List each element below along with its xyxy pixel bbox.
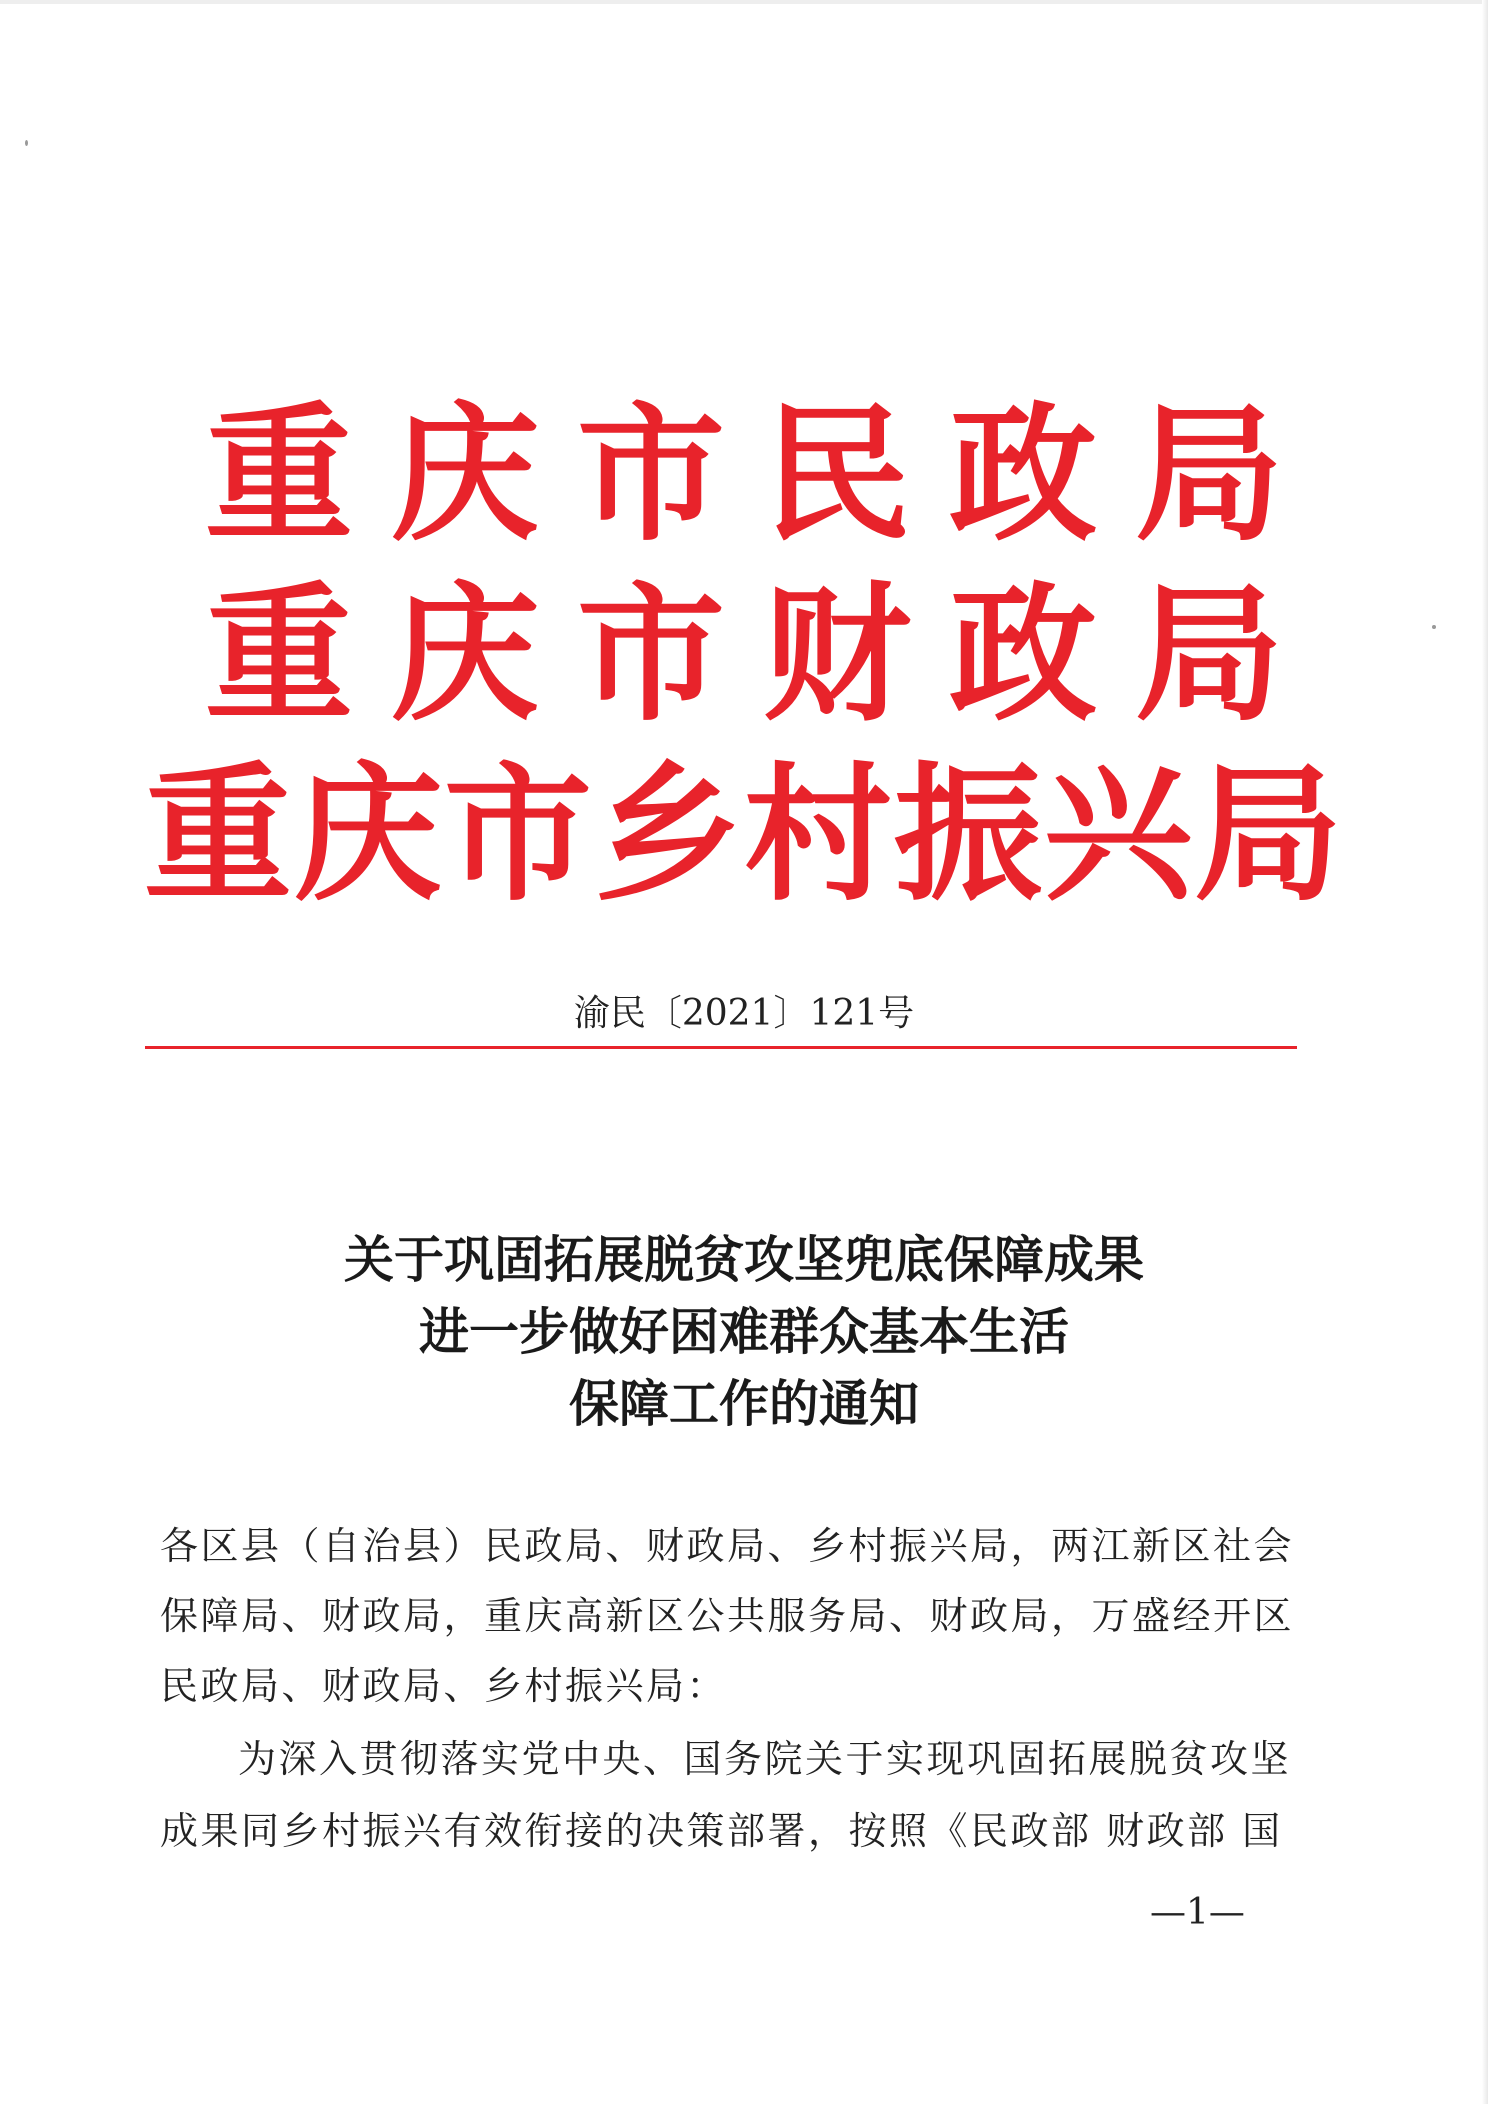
scan-speck <box>1432 625 1436 629</box>
page-number: —1— <box>1150 1892 1245 1933</box>
scan-right-edge <box>1482 0 1488 2104</box>
issuer-header-line-3: 重庆市乡村振兴局 <box>144 747 1344 921</box>
document-title-line-3: 保障工作的通知 <box>569 1374 919 1433</box>
issuer-header-line-2: 重庆市财政局 <box>205 567 1321 741</box>
body-text-line-1: 各区县（自治县）民政局、财政局、乡村振兴局，两江新区社会 <box>160 1524 1295 1568</box>
body-text-line-2: 保障局、财政局，重庆高新区公共服务局、财政局，万盛经开区 <box>160 1594 1295 1638</box>
scan-speck <box>25 140 28 146</box>
document-number: 渝民〔2021〕121号 <box>573 993 915 1034</box>
body-text-line-4: 为深入贯彻落实党中央、国务院关于实现巩固拓展脱贫攻坚 <box>238 1737 1292 1781</box>
body-text-line-5: 成果同乡村振兴有效衔接的决策部署，按照《民政部 财政部 国 <box>160 1809 1283 1853</box>
document-title-line-2: 进一步做好困难群众基本生活 <box>419 1302 1069 1361</box>
document-title-line-1: 关于巩固拓展脱贫攻坚兜底保障成果 <box>344 1230 1144 1289</box>
scan-top-edge <box>0 0 1488 4</box>
red-separator-line <box>145 1046 1297 1049</box>
issuer-header-line-1: 重庆市民政局 <box>205 387 1321 561</box>
body-text-line-3: 民政局、财政局、乡村振兴局： <box>160 1664 728 1708</box>
